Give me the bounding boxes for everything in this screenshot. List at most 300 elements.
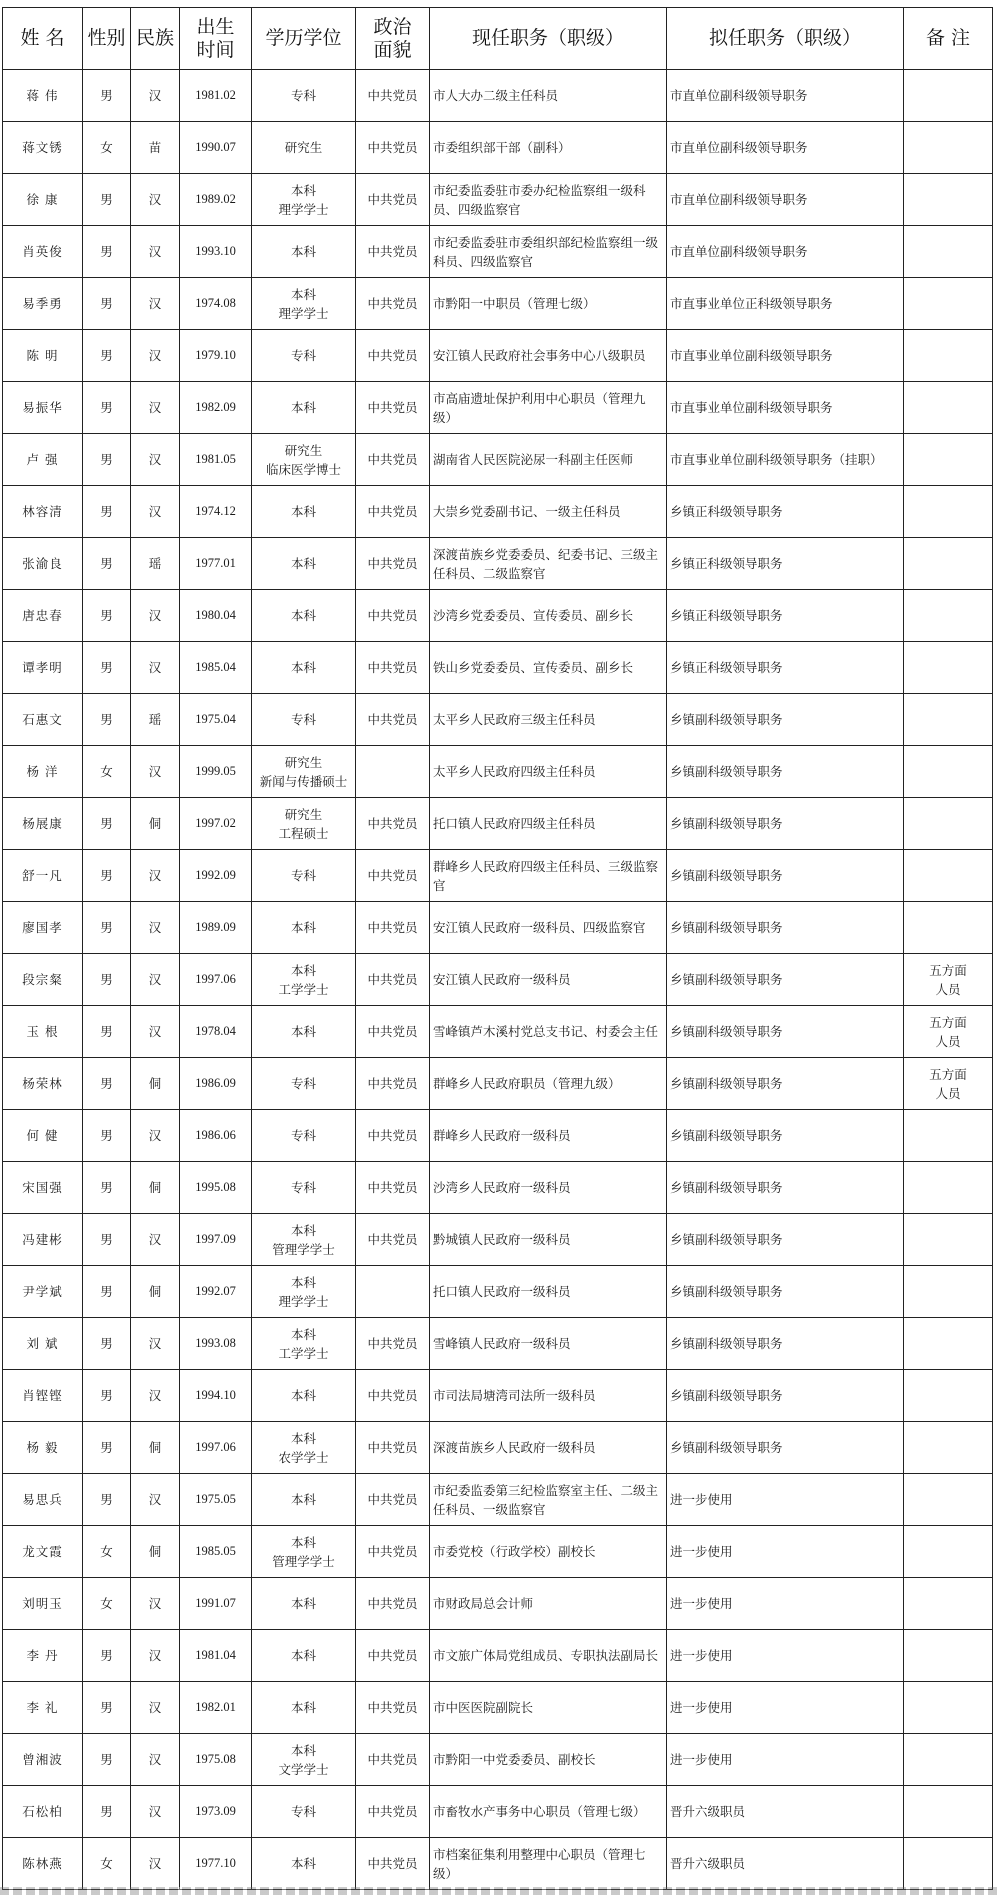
birth-date-cell	[180, 122, 252, 174]
name-text: 舒一凡	[22, 868, 63, 883]
education-cell	[252, 278, 356, 330]
party-text: 中共党员	[367, 1700, 418, 1715]
party-cell	[356, 382, 430, 434]
birth-date-text: 1999.05	[195, 764, 236, 778]
note-cell	[904, 590, 993, 642]
birth-date-cell	[180, 382, 252, 434]
table-row	[3, 1058, 993, 1110]
party-text: 中共党员	[367, 1024, 418, 1039]
ethnicity-text: 侗	[148, 816, 162, 831]
table-row	[3, 1734, 993, 1786]
header-name: 姓 名	[3, 8, 83, 70]
birth-date-cell	[180, 1734, 252, 1786]
gender-cell	[83, 330, 131, 382]
birth-date-cell	[180, 1630, 252, 1682]
proposed-position-cell	[667, 538, 904, 590]
ethnicity-text: 汉	[148, 764, 162, 779]
birth-date-cell	[180, 1370, 252, 1422]
name-cell	[3, 590, 83, 642]
ethnicity-text: 汉	[148, 1024, 162, 1039]
ethnicity-text: 侗	[148, 1180, 162, 1195]
proposed-position-cell	[667, 590, 904, 642]
ethnicity-cell	[131, 226, 180, 278]
education-cell	[252, 746, 356, 798]
current-position-text: 太平乡人民政府四级主任科员	[433, 764, 596, 779]
gender-cell	[83, 590, 131, 642]
name-text: 谭孝明	[22, 660, 63, 675]
note-cell	[904, 1578, 993, 1630]
table-row	[3, 1110, 993, 1162]
current-position-text: 沙湾乡党委委员、宣传委员、副乡长	[433, 608, 634, 623]
education-text: 文学学士	[278, 1761, 329, 1777]
party-cell	[356, 1630, 430, 1682]
proposed-position-text: 乡镇副科级领导职务	[670, 1232, 783, 1247]
education-text: 理学学士	[278, 201, 329, 217]
ethnicity-cell	[131, 1370, 180, 1422]
party-text: 中共党员	[367, 1648, 418, 1663]
ethnicity-cell	[131, 954, 180, 1006]
note-cell	[904, 1474, 993, 1526]
gender-cell	[83, 746, 131, 798]
note-cell	[904, 226, 993, 278]
header-row	[3, 8, 993, 70]
ethnicity-cell	[131, 486, 180, 538]
current-position-text: 深渡苗族乡人民政府一级科员	[433, 1440, 596, 1455]
birth-date-text: 1977.10	[195, 1856, 236, 1870]
name-cell	[3, 174, 83, 226]
party-cell	[356, 486, 430, 538]
proposed-position-text: 进一步使用	[670, 1648, 733, 1663]
gender-text: 男	[100, 348, 113, 363]
birth-date-text: 1985.04	[195, 660, 236, 674]
ethnicity-text: 汉	[148, 192, 162, 207]
proposed-position-text: 乡镇副科级领导职务	[670, 1440, 783, 1455]
party-text: 中共党员	[367, 88, 418, 103]
proposed-position-text: 乡镇副科级领导职务	[670, 972, 783, 987]
table-row	[3, 1214, 993, 1266]
gender-cell	[83, 1630, 131, 1682]
gender-cell	[83, 1370, 131, 1422]
party-text: 中共党员	[367, 816, 418, 831]
current-position-text: 市委党校（行政学校）副校长	[433, 1544, 596, 1559]
gender-cell	[83, 226, 131, 278]
current-position-text: 雪峰镇人民政府一级科员	[433, 1336, 571, 1351]
gender-text: 男	[100, 452, 113, 467]
party-text: 中共党员	[367, 1492, 418, 1507]
table-row	[3, 1474, 993, 1526]
name-cell	[3, 1474, 83, 1526]
note-cell	[904, 486, 993, 538]
note-text: 五方面	[929, 962, 967, 978]
gender-cell	[83, 954, 131, 1006]
birth-date-text: 1985.05	[195, 1544, 236, 1558]
current-position-text: 市高庙遗址保护利用中心职员（管理九级）	[433, 390, 646, 425]
ethnicity-cell	[131, 70, 180, 122]
ethnicity-text: 侗	[148, 1544, 162, 1559]
party-cell	[356, 278, 430, 330]
name-text: 肖铿铿	[22, 1388, 63, 1403]
education-cell	[252, 1214, 356, 1266]
party-text: 中共党员	[367, 504, 418, 519]
name-text: 何 健	[26, 1128, 59, 1143]
proposed-position-text: 晋升六级职员	[670, 1804, 746, 1819]
table-row	[3, 1370, 993, 1422]
birth-date-text: 1978.04	[195, 1024, 236, 1038]
ethnicity-text: 汉	[148, 1596, 162, 1611]
note-cell	[904, 174, 993, 226]
current-position-text: 托口镇人民政府四级主任科员	[433, 816, 596, 831]
name-cell	[3, 1058, 83, 1110]
gender-text: 男	[100, 1440, 113, 1455]
header-note: 备 注	[904, 8, 993, 70]
current-position-cell	[430, 1006, 667, 1058]
ethnicity-text: 汉	[148, 1388, 162, 1403]
education-cell	[252, 1318, 356, 1370]
party-cell	[356, 1266, 430, 1318]
table-row	[3, 1526, 993, 1578]
education-cell	[252, 70, 356, 122]
note-cell	[904, 1734, 993, 1786]
gender-text: 男	[100, 1180, 113, 1195]
current-position-text: 市委组织部干部（副科）	[433, 140, 571, 155]
birth-date-text: 1997.09	[195, 1232, 236, 1246]
birth-date-text: 1975.05	[195, 1492, 236, 1506]
ethnicity-text: 苗	[148, 140, 162, 155]
table-row	[3, 434, 993, 486]
gender-cell	[83, 382, 131, 434]
gender-text: 女	[100, 1544, 113, 1559]
ethnicity-text: 汉	[148, 660, 162, 675]
gender-text: 男	[100, 1700, 113, 1715]
ethnicity-cell	[131, 1578, 180, 1630]
education-cell	[252, 798, 356, 850]
current-position-text: 雪峰镇芦木溪村党总支书记、村委会主任	[433, 1024, 659, 1039]
party-cell	[356, 590, 430, 642]
name-text: 徐 康	[26, 192, 59, 207]
education-cell	[252, 1162, 356, 1214]
name-text: 杨荣林	[22, 1076, 63, 1091]
gender-text: 男	[100, 1648, 113, 1663]
name-text: 刘 斌	[26, 1336, 59, 1351]
gender-cell	[83, 850, 131, 902]
note-cell	[904, 1838, 993, 1890]
party-cell	[356, 798, 430, 850]
note-cell	[904, 538, 993, 590]
table-row	[3, 1006, 993, 1058]
current-position-text: 沙湾乡人民政府一级科员	[433, 1180, 571, 1195]
current-position-cell	[430, 1422, 667, 1474]
education-text: 本科	[290, 1856, 316, 1871]
name-text: 唐忠春	[22, 608, 63, 623]
current-position-text: 群峰乡人民政府一级科员	[433, 1128, 571, 1143]
party-cell	[356, 1526, 430, 1578]
header-party: 政治 面貌	[356, 8, 430, 70]
gender-cell	[83, 434, 131, 486]
gender-cell	[83, 1786, 131, 1838]
note-cell	[904, 1630, 993, 1682]
birth-date-cell	[180, 1786, 252, 1838]
birth-date-text: 1981.02	[195, 88, 236, 102]
education-cell	[252, 538, 356, 590]
education-cell	[252, 174, 356, 226]
education-text: 管理学学士	[272, 1553, 335, 1569]
gender-cell	[83, 798, 131, 850]
name-text: 陈 明	[26, 348, 59, 363]
name-text: 冯建彬	[22, 1232, 63, 1247]
ethnicity-cell	[131, 538, 180, 590]
birth-date-cell	[180, 1526, 252, 1578]
note-cell	[904, 278, 993, 330]
education-cell	[252, 1734, 356, 1786]
education-text: 研究生	[284, 754, 323, 770]
education-cell	[252, 330, 356, 382]
table-row	[3, 1162, 993, 1214]
party-text: 中共党员	[367, 1076, 418, 1091]
ethnicity-text: 汉	[148, 452, 162, 467]
table-row	[3, 122, 993, 174]
party-text: 中共党员	[367, 348, 418, 363]
education-text: 本科	[290, 1742, 316, 1758]
table-row	[3, 1318, 993, 1370]
table-row	[3, 902, 993, 954]
education-text: 研究生	[284, 806, 323, 822]
current-position-cell	[430, 1214, 667, 1266]
gender-text: 男	[100, 1076, 113, 1091]
party-text: 中共党员	[367, 920, 418, 935]
ethnicity-cell	[131, 1630, 180, 1682]
gender-text: 女	[100, 140, 113, 155]
birth-date-text: 1981.04	[195, 1648, 236, 1662]
proposed-position-cell	[667, 278, 904, 330]
note-cell	[904, 1786, 993, 1838]
ethnicity-cell	[131, 1006, 180, 1058]
ethnicity-cell	[131, 1266, 180, 1318]
proposed-position-text: 市直事业单位副科级领导职务	[670, 348, 833, 363]
proposed-position-text: 市直单位副科级领导职务	[670, 244, 808, 259]
ethnicity-cell	[131, 1318, 180, 1370]
name-cell	[3, 954, 83, 1006]
birth-date-cell	[180, 1162, 252, 1214]
education-text: 理学学士	[278, 305, 329, 321]
proposed-position-cell	[667, 1630, 904, 1682]
birth-date-text: 1997.02	[195, 816, 236, 830]
gender-cell	[83, 1058, 131, 1110]
proposed-position-cell	[667, 902, 904, 954]
current-position-cell	[430, 278, 667, 330]
party-cell	[356, 1474, 430, 1526]
ethnicity-cell	[131, 1734, 180, 1786]
party-text: 中共党员	[367, 1440, 418, 1455]
name-text: 石松柏	[22, 1804, 63, 1819]
party-text: 中共党员	[367, 660, 418, 675]
proposed-position-cell	[667, 382, 904, 434]
party-text: 中共党员	[367, 296, 418, 311]
proposed-position-cell	[667, 1318, 904, 1370]
proposed-position-cell	[667, 1734, 904, 1786]
proposed-position-text: 市直事业单位副科级领导职务（挂职）	[670, 452, 883, 467]
name-cell	[3, 902, 83, 954]
current-position-cell	[430, 1370, 667, 1422]
gender-text: 男	[100, 400, 113, 415]
gender-text: 男	[100, 660, 113, 675]
name-cell	[3, 278, 83, 330]
birth-date-cell	[180, 1214, 252, 1266]
table-row	[3, 1786, 993, 1838]
table-row	[3, 1266, 993, 1318]
birth-date-text: 1979.10	[195, 348, 236, 362]
ethnicity-cell	[131, 1838, 180, 1890]
education-text: 管理学学士	[272, 1241, 335, 1257]
name-cell	[3, 1266, 83, 1318]
gender-cell	[83, 1318, 131, 1370]
current-position-text: 太平乡人民政府三级主任科员	[433, 712, 596, 727]
proposed-position-text: 乡镇副科级领导职务	[670, 1180, 783, 1195]
note-cell	[904, 1526, 993, 1578]
current-position-text: 市中医医院副院长	[433, 1700, 534, 1715]
proposed-position-cell	[667, 1058, 904, 1110]
ethnicity-cell	[131, 1214, 180, 1266]
current-position-cell	[430, 174, 667, 226]
education-cell	[252, 590, 356, 642]
proposed-position-cell	[667, 174, 904, 226]
current-position-cell	[430, 642, 667, 694]
proposed-position-text: 乡镇正科级领导职务	[670, 556, 783, 571]
education-text: 本科	[290, 1222, 316, 1238]
education-text: 专科	[290, 1128, 316, 1143]
name-cell	[3, 642, 83, 694]
ethnicity-cell	[131, 590, 180, 642]
current-position-cell	[430, 1578, 667, 1630]
proposed-position-cell	[667, 434, 904, 486]
ethnicity-cell	[131, 1786, 180, 1838]
birth-date-text: 1974.08	[195, 296, 236, 310]
birth-date-cell	[180, 330, 252, 382]
name-cell	[3, 1526, 83, 1578]
table-row	[3, 174, 993, 226]
gender-text: 男	[100, 868, 113, 883]
name-text: 易季勇	[22, 296, 63, 311]
party-text: 中共党员	[367, 140, 418, 155]
birth-date-cell	[180, 694, 252, 746]
name-cell	[3, 1318, 83, 1370]
proposed-position-cell	[667, 1162, 904, 1214]
current-position-cell	[430, 850, 667, 902]
party-text: 中共党员	[367, 1856, 418, 1871]
education-text: 本科	[290, 182, 316, 198]
current-position-cell	[430, 1838, 667, 1890]
education-cell	[252, 1474, 356, 1526]
education-cell	[252, 122, 356, 174]
proposed-position-text: 晋升六级职员	[670, 1856, 746, 1871]
ethnicity-text: 汉	[148, 1700, 162, 1715]
proposed-position-text: 进一步使用	[670, 1596, 733, 1611]
name-cell	[3, 330, 83, 382]
party-cell	[356, 902, 430, 954]
party-text: 中共党员	[367, 1336, 418, 1351]
current-position-text: 深渡苗族乡党委委员、纪委书记、三级主任科员、二级监察官	[433, 546, 659, 581]
birth-date-text: 1975.08	[195, 1752, 236, 1766]
table-row	[3, 798, 993, 850]
table-row	[3, 1838, 993, 1890]
name-text: 蒋文锈	[22, 140, 63, 155]
current-position-cell	[430, 1786, 667, 1838]
proposed-position-text: 乡镇副科级领导职务	[670, 868, 783, 883]
party-text: 中共党员	[367, 1128, 418, 1143]
current-position-text: 黔城镇人民政府一级科员	[433, 1232, 571, 1247]
birth-date-text: 1989.02	[195, 192, 236, 206]
education-text: 工程硕士	[278, 825, 329, 841]
party-cell	[356, 226, 430, 278]
current-position-cell	[430, 590, 667, 642]
ethnicity-cell	[131, 434, 180, 486]
gender-text: 女	[100, 1596, 113, 1611]
education-cell	[252, 1838, 356, 1890]
ethnicity-cell	[131, 330, 180, 382]
proposed-position-cell	[667, 1006, 904, 1058]
party-text: 中共党员	[367, 192, 418, 207]
note-cell	[904, 642, 993, 694]
ethnicity-text: 汉	[148, 1492, 162, 1507]
proposed-position-text: 进一步使用	[670, 1492, 733, 1507]
proposed-position-text: 乡镇副科级领导职务	[670, 920, 783, 935]
birth-date-text: 1990.07	[195, 140, 236, 154]
name-text: 张渝良	[22, 556, 63, 571]
current-position-text: 市文旅广体局党组成员、专职执法副局长	[433, 1648, 659, 1663]
ethnicity-text: 汉	[148, 1648, 162, 1663]
note-cell	[904, 1370, 993, 1422]
education-text: 本科	[290, 1492, 316, 1507]
current-position-cell	[430, 330, 667, 382]
proposed-position-text: 乡镇正科级领导职务	[670, 660, 783, 675]
birth-date-text: 1981.05	[195, 452, 236, 466]
proposed-position-cell	[667, 694, 904, 746]
gender-text: 男	[100, 1752, 113, 1767]
note-cell	[904, 1682, 993, 1734]
education-cell	[252, 1630, 356, 1682]
education-cell	[252, 850, 356, 902]
gender-text: 女	[100, 764, 113, 779]
ethnicity-text: 汉	[148, 296, 162, 311]
ethnicity-text: 汉	[148, 88, 162, 103]
education-cell	[252, 954, 356, 1006]
party-cell	[356, 1006, 430, 1058]
current-position-text: 安江镇人民政府社会事务中心八级职员	[433, 348, 646, 363]
education-text: 本科	[290, 556, 316, 571]
ethnicity-cell	[131, 1422, 180, 1474]
party-text: 中共党员	[367, 1804, 418, 1819]
education-text: 本科	[290, 1388, 316, 1403]
proposed-position-cell	[667, 954, 904, 1006]
ethnicity-text: 汉	[148, 1128, 162, 1143]
name-text: 段宗粲	[22, 972, 63, 987]
education-cell	[252, 1526, 356, 1578]
note-cell	[904, 954, 993, 1006]
note-text: 人员	[935, 981, 961, 997]
party-text: 中共党员	[367, 712, 418, 727]
birth-date-cell	[180, 1058, 252, 1110]
party-cell	[356, 746, 430, 798]
ethnicity-text: 汉	[148, 400, 162, 415]
party-text: 中共党员	[367, 1596, 418, 1611]
gender-text: 男	[100, 972, 113, 987]
ethnicity-cell	[131, 1526, 180, 1578]
name-text: 尹学斌	[22, 1284, 63, 1299]
party-text: 中共党员	[367, 1544, 418, 1559]
header-education: 学历学位	[252, 8, 356, 70]
gender-text: 女	[100, 1856, 113, 1871]
birth-date-cell	[180, 70, 252, 122]
table-row	[3, 70, 993, 122]
